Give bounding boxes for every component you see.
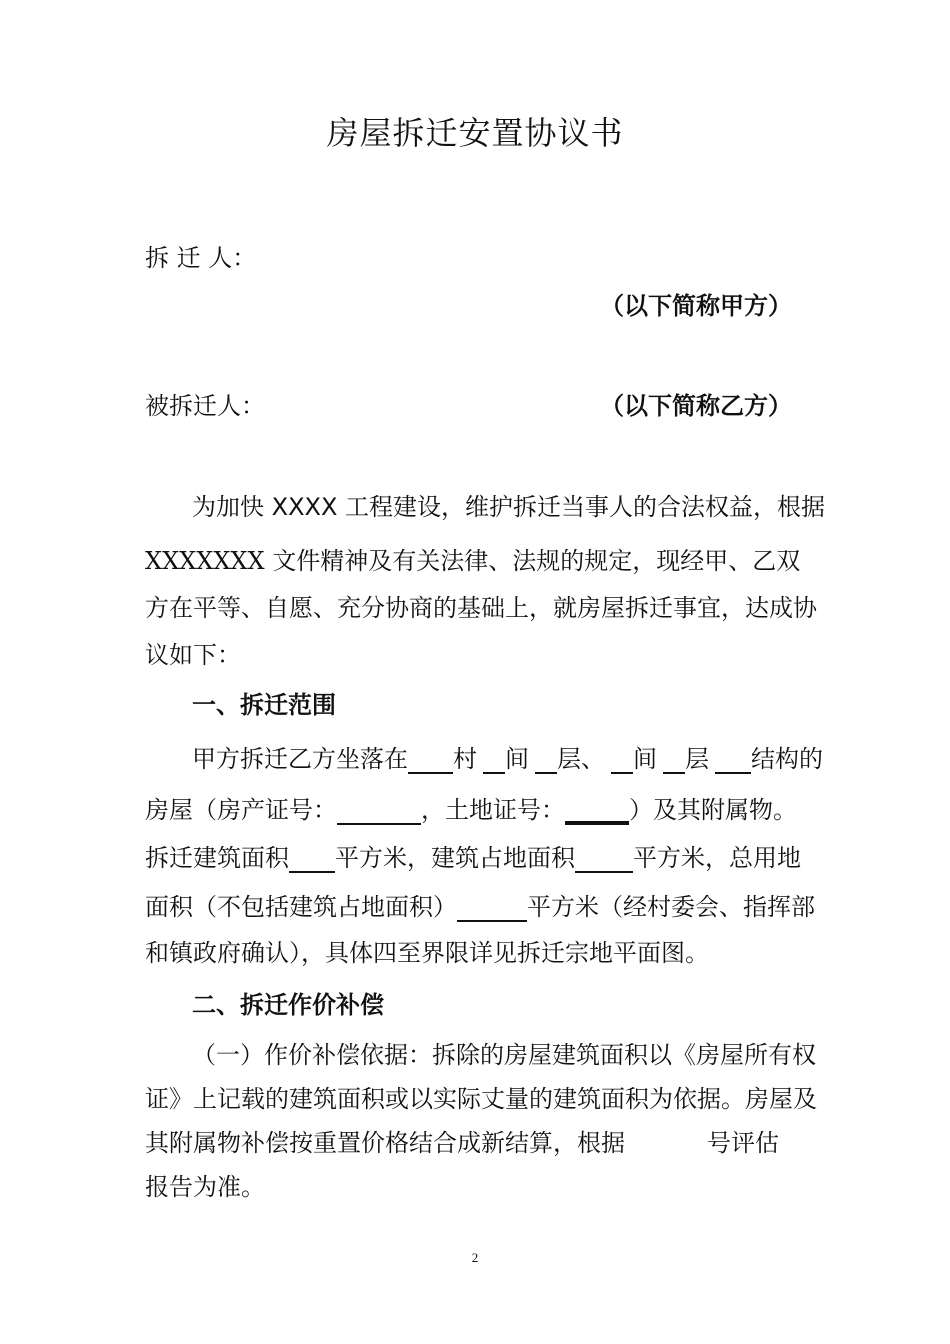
floors-label-2: 层 (685, 745, 709, 773)
land-cert-blank[interactable] (565, 791, 629, 825)
section-1-heading: 一、拆迁范围 (192, 691, 336, 719)
section-1-line-4 (145, 890, 815, 922)
party-a-label: 拆 迁 人： (145, 244, 257, 272)
party-b-alias: （以下简称乙方） (600, 392, 792, 420)
floors-label-1: 层、 (557, 745, 605, 773)
section-1-line-3 (145, 841, 801, 873)
village-blank[interactable] (408, 742, 453, 774)
structure-label: 结构的 (751, 745, 823, 773)
land-cert-label: ，土地证号： (421, 796, 565, 824)
section-2-line-2: 证》上记载的建筑面积或以实际丈量的建筑面积为依据。房屋及 (145, 1085, 817, 1113)
intro-line-2-text: 文件精神及有关法律、法规的规定，现经甲、乙双 (264, 547, 801, 575)
rooms-blank-2[interactable] (611, 742, 633, 774)
section-2-line-4: 报告为准。 (145, 1173, 265, 1201)
intro-line-3: 方在平等、自愿、充分协商的基础上，就房屋拆迁事宜，达成协 (145, 594, 817, 622)
intro-line-2 (145, 546, 800, 576)
intro-line-4: 议如下： (145, 641, 241, 669)
property-cert-blank[interactable] (337, 793, 421, 825)
page-title: 房屋拆迁安置协议书 (326, 114, 624, 152)
section-2-line-1: （一）作价补偿依据：拆除的房屋建筑面积以《房屋所有权 (192, 1041, 816, 1069)
footprint-area-blank[interactable] (575, 841, 633, 873)
section-1-line-1 (192, 742, 823, 774)
party-b-label: 被拆迁人： (145, 392, 265, 420)
section-1-line-2 (145, 791, 797, 825)
rooms-label-1: 间 (505, 745, 529, 773)
land-area-blank[interactable] (457, 890, 527, 922)
confirmation-label: 平方米（经村委会、指挥部 (527, 893, 815, 921)
rooms-label-2: 间 (633, 745, 657, 773)
structure-blank[interactable] (715, 742, 751, 774)
section-2-heading: 二、拆迁作价补偿 (192, 991, 384, 1019)
attachments-label: ）及其附属物。 (629, 796, 797, 824)
floors-blank-1[interactable] (535, 742, 557, 774)
village-label: 村 (453, 745, 477, 773)
report-label: 号评估 (707, 1129, 779, 1157)
rooms-blank-1[interactable] (483, 742, 505, 774)
land-area-label: 面积（不包括建筑占地面积） (145, 893, 457, 921)
building-area-blank[interactable] (289, 841, 335, 873)
section-1-line-5: 和镇政府确认），具体四至界限详见拆迁宗地平面图。 (145, 939, 709, 967)
party-a-alias: （以下简称甲方） (600, 292, 792, 320)
property-cert-label: 房屋（房产证号： (145, 796, 337, 824)
page-number: 2 (471, 1250, 479, 1265)
footprint-area-label: 平方米，建筑占地面积 (335, 844, 575, 872)
section-2-line-3 (145, 1128, 779, 1158)
building-area-label: 拆迁建筑面积 (145, 844, 289, 872)
intro-doc-placeholder: XXXXXXX (145, 547, 265, 575)
intro-line-1: 为加快 XXXX 工程建设，维护拆迁当事人的合法权益，根据 (192, 493, 826, 521)
total-area-label: 平方米，总用地 (633, 844, 801, 872)
valuation-text: 其附属物补偿按重置价格结合成新结算，根据 (145, 1129, 625, 1157)
floors-blank-2[interactable] (663, 742, 685, 774)
location-label: 甲方拆迁乙方坐落在 (192, 745, 408, 773)
